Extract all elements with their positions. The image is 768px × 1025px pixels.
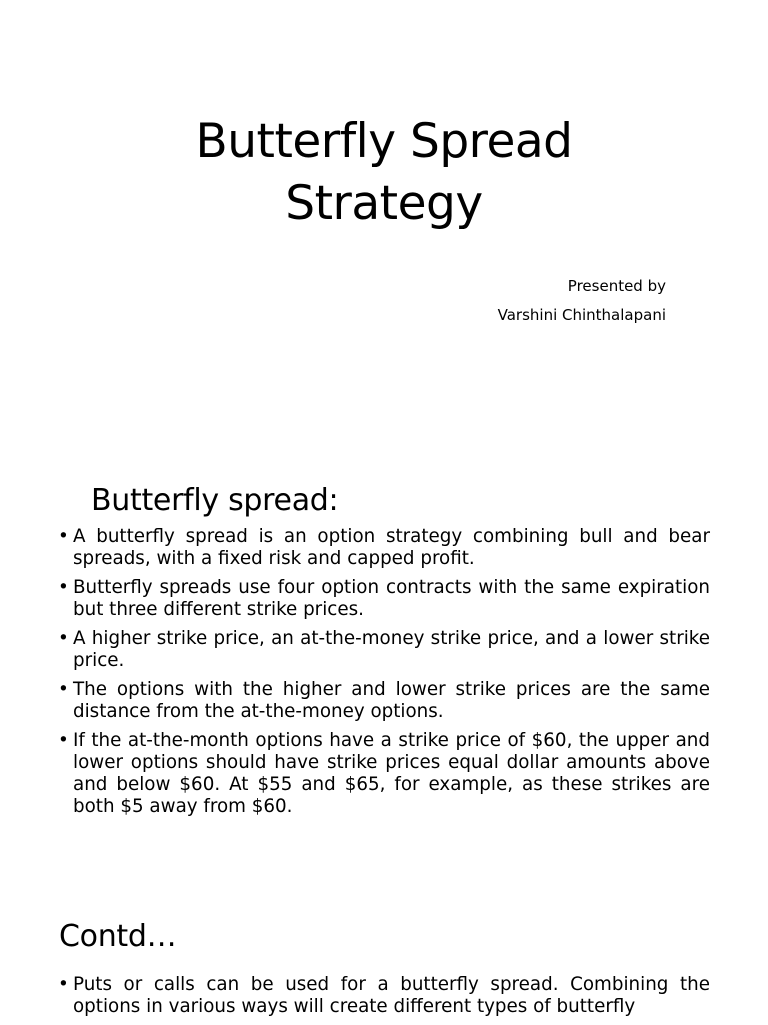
list-item xyxy=(58,577,710,621)
title-line-2: Strategy xyxy=(285,176,483,232)
list-item xyxy=(58,628,710,672)
bullet-icon: • xyxy=(58,526,69,547)
slide-heading: Contd… xyxy=(59,918,177,954)
bullet-icon: • xyxy=(58,577,69,598)
list-item xyxy=(58,974,710,1018)
slide-heading: Butterfly spread: xyxy=(91,482,339,518)
presenter-block xyxy=(498,272,666,330)
list-item xyxy=(58,526,710,570)
bullet-text: The options with the higher and lower strike prices are the same distance from the at-the-money options. xyxy=(73,679,710,722)
bullet-text: If the at-the-month options have a strike price of $60, the upper and lower options should have strike prices equal dollar amounts above and below $60. At $55 and $65, for example, as these strikes are both $5 away from $60. xyxy=(73,730,710,817)
title-line-1: Butterfly Spread xyxy=(195,114,573,170)
list-item xyxy=(58,679,710,723)
bullet-icon: • xyxy=(58,628,69,649)
bullet-icon: • xyxy=(58,679,69,700)
presenter-name: Varshini Chinthalapani xyxy=(497,306,666,324)
bullet-list xyxy=(58,974,710,1025)
presented-by-label: Presented by xyxy=(567,277,666,295)
bullet-list xyxy=(58,526,710,825)
content-slide-butterfly-spread xyxy=(0,432,768,864)
content-slide-contd xyxy=(0,864,768,1024)
list-item xyxy=(58,730,710,818)
bullet-icon: • xyxy=(58,730,69,751)
bullet-text: Puts or calls can be used for a butterfly spread. Combining the options in various ways will create different types of butterfly xyxy=(73,974,710,1017)
title-slide xyxy=(0,0,768,432)
bullet-text: A higher strike price, an at-the-money strike price, and a lower strike price. xyxy=(73,628,710,671)
slide-title xyxy=(0,111,768,235)
bullet-text: A butterfly spread is an option strategy combining bull and bear spreads, with a fixed risk and capped profit. xyxy=(73,526,710,569)
bullet-text: Butterfly spreads use four option contracts with the same expiration but three different strike prices. xyxy=(73,577,710,620)
bullet-icon: • xyxy=(58,974,69,995)
